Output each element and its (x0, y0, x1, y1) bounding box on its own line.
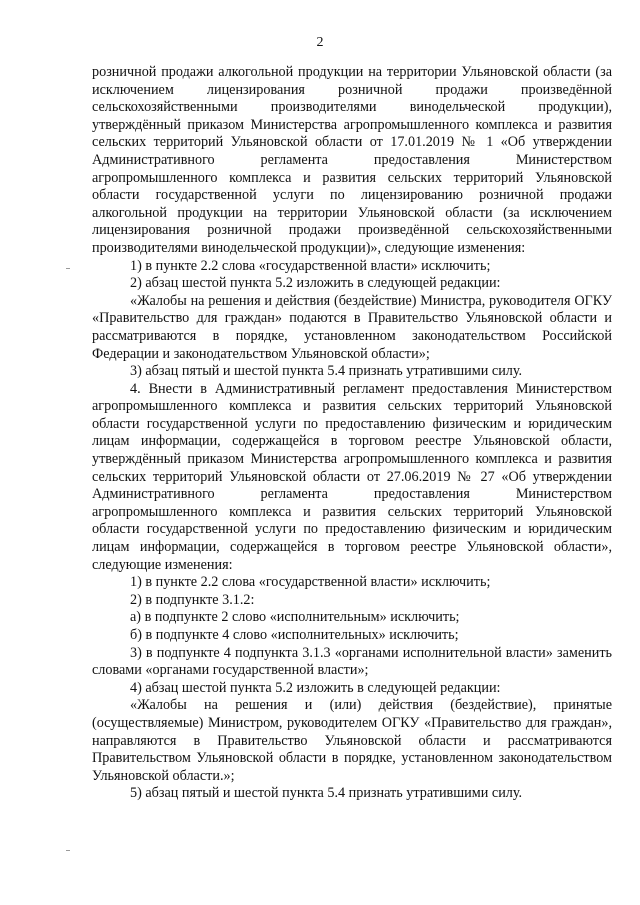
margin-tick (66, 850, 70, 851)
paragraph-item-3: 3) абзац пятый и шестой пункта 5.4 признать утратившими силу. (130, 363, 523, 380)
paragraph-intro-amendments: розничной продажи алкогольной продукции на территории Ульяновской области (за исключением лицензирования розничной продажи произведённой сельскохозяйственными производителями винодельческой продукции), утверждённый приказом Министерства агропромышленного комплекса и развития сельских территорий Ульяновской области от 17.01.2019 № 1 «Об утверждении Административного регламента предоставления Министерством агропромышленного комплекса и развития сельских территорий Ульяновской области государственной услуги по лицензированию розничной продажи алкогольной продукции на территории Ульяновской области (за исключением лицензирования розничной продажи произведённой сельскохозяйственными производителями винодельческой продукции)», следующие изменения: (92, 64, 612, 256)
paragraph-s4-item-1: 1) в пункте 2.2 слова «государственной власти» исключить; (130, 574, 491, 591)
page-number: 2 (316, 35, 324, 50)
paragraph-s4-subitem-b: б) в подпункте 4 слово «исполнительных» исключить; (130, 627, 459, 643)
paragraph-s4-item-4: 4) абзац шестой пункта 5.2 изложить в следующей редакции: (130, 679, 501, 696)
paragraph-section-4: 4. Внести в Административный регламент предоставления Министерством агропромышленного комплекса и развития сельских территорий Ульяновской области государственной услуги по предоставлению физическим и юридическим лицам информации, содержащейся в торговом реестре Ульяновской области, утверждённый приказом Министерства агропромышленного комплекса и развития сельских территорий Ульяновской области от 27.06.2019 № 27 «Об утверждении Административного регламента предоставления Министерством агропромышленного комплекса и развития сельских территорий Ульяновской области государственной услуги по предоставлению физическим и юридическим лицам информации, содержащейся в торговом реестре Ульяновской области», следующие изменения: (92, 380, 612, 573)
paragraph-s4-complaints-quote: «Жалобы на решения и (или) действия (бездействие), принятые (осуществляемые) Министром, руководителем ОГКУ «Правительство для граждан», направляются в Правительство Ульяновской области и рассматриваются Правительством Ульяновской области в порядке, установленном законодательством Ульяновской области.»; (92, 697, 612, 784)
paragraph-s4-item-2: 2) в подпункте 3.1.2: (130, 591, 255, 608)
paragraph-item-2: 2) абзац шестой пункта 5.2 изложить в следующей редакции: (130, 275, 501, 292)
document-body (92, 64, 612, 803)
paragraph-s4-item-3: 3) в подпункте 4 подпункта 3.1.3 «органами исполнительной власти» заменить словами «органами государственной власти»; (92, 644, 612, 679)
margin-tick (66, 268, 70, 269)
paragraph-complaints-quote: «Жалобы на решения и действия (бездействие) Министра, руководителя ОГКУ «Правительство для граждан» подаются в Правительство Ульяновской области и рассматриваются в порядке, установленном законодательством Российской Федерации и законодательством Ульяновской области»; (92, 292, 612, 362)
paragraph-s4-item-5: 5) абзац пятый и шестой пункта 5.4 признать утратившими силу. (130, 785, 523, 802)
paragraph-s4-subitem-a: а) в подпункте 2 слово «исполнительным» исключить; (130, 609, 460, 626)
paragraph-item-1: 1) в пункте 2.2 слова «государственной власти» исключить; (130, 257, 491, 274)
